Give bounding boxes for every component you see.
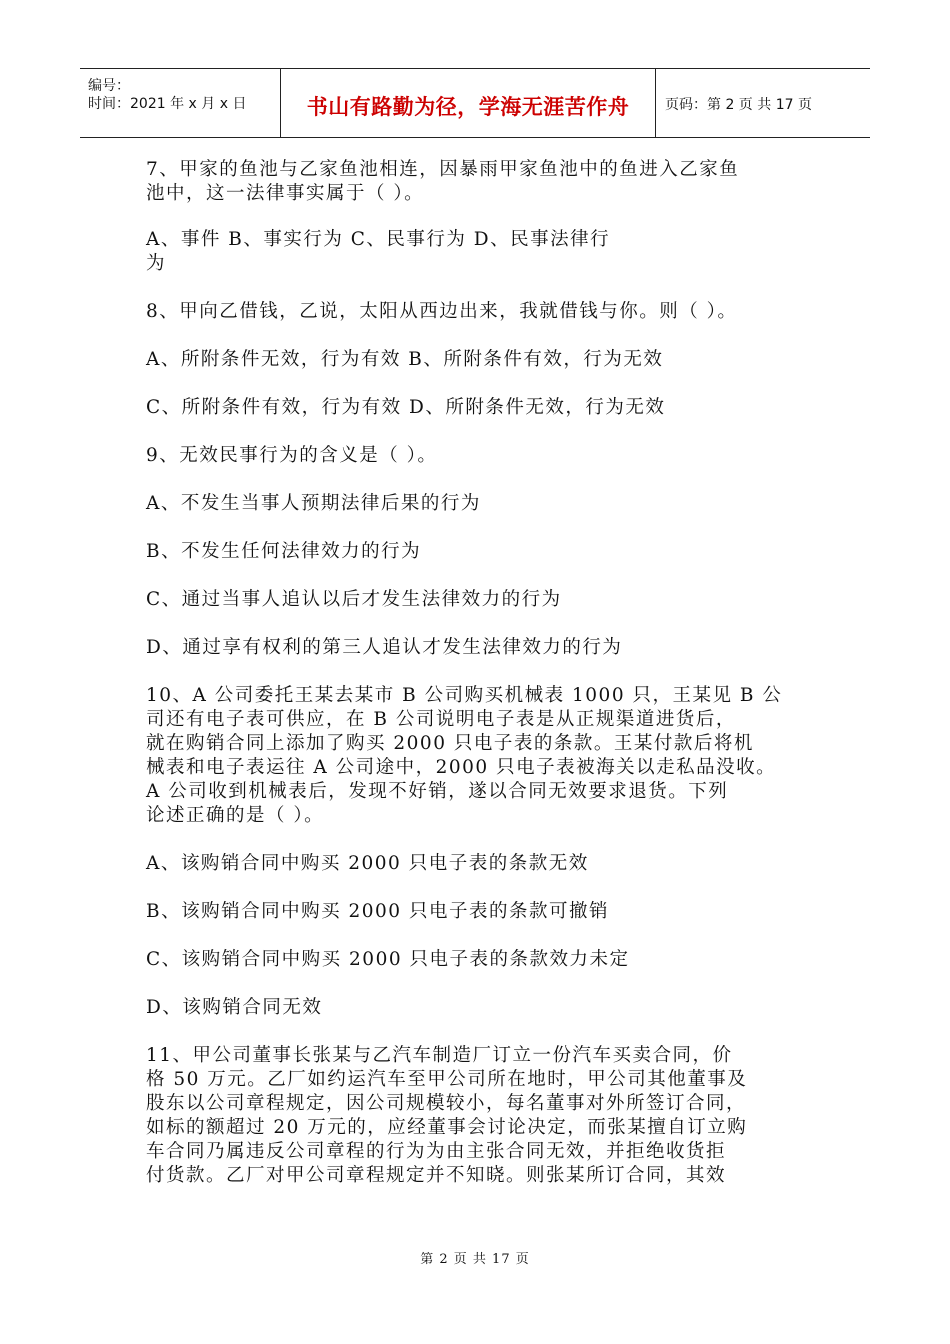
text-line: 8、甲向乙借钱，乙说，太阳从西边出来，我就借钱与你。则（ ）。 — [146, 301, 738, 322]
question-block — [146, 996, 808, 1020]
text-line: 就在购销合同上添加了购买 2000 只电子表的条款。王某付款后将机 — [146, 733, 754, 754]
text-line: 7、甲家的鱼池与乙家鱼池相连，因暴雨甲家鱼池中的鱼进入乙家鱼 — [146, 159, 740, 180]
text-line: 付货款。乙厂对甲公司章程规定并不知晓。则张某所订合同，其效 — [146, 1165, 727, 1186]
text-line: C、该购销合同中购买 2000 只电子表的条款效力未定 — [146, 949, 630, 970]
text-line: 论述正确的是（ ）。 — [146, 805, 325, 826]
text-line: 车合同乃属违反公司章程的行为为由主张合同无效，并拒绝收货拒 — [146, 1141, 727, 1162]
text-line: 10、A 公司委托王某去某市 B 公司购买机械表 1000 只，王某见 B 公 — [146, 685, 783, 706]
text-line: A、不发生当事人预期法律后果的行为 — [146, 493, 481, 514]
text-line: 股东以公司章程规定，因公司规模较小，每名董事对外所签订合同， — [146, 1093, 747, 1114]
text-line: B、该购销合同中购买 2000 只电子表的条款可撤销 — [146, 901, 609, 922]
document-time-label: 时间：2021 年 x 月 x 日 — [88, 96, 247, 112]
question-block — [146, 492, 808, 516]
question-block — [146, 900, 808, 924]
document-number-label: 编号： — [88, 78, 130, 94]
question-block — [146, 588, 808, 612]
page-footer: 第 2 页 共 17 页 — [420, 1252, 530, 1267]
text-line: 11、甲公司董事长张某与乙汽车制造厂订立一份汽车买卖合同，价 — [146, 1045, 733, 1066]
text-line: 格 50 万元。乙厂如约运汽车至甲公司所在地时，甲公司其他董事及 — [146, 1069, 748, 1090]
header-motto-cell — [280, 69, 656, 137]
question-block — [146, 396, 808, 420]
document-body — [146, 158, 808, 1188]
text-line: 池中，这一法律事实属于（ ）。 — [146, 183, 425, 204]
text-line: D、通过享有权利的第三人追认才发生法律效力的行为 — [146, 637, 623, 658]
text-line: C、通过当事人追认以后才发生法律效力的行为 — [146, 589, 562, 610]
page-header — [80, 68, 870, 138]
text-line: A、该购销合同中购买 2000 只电子表的条款无效 — [146, 853, 589, 874]
question-block — [146, 1044, 808, 1188]
question-block — [146, 852, 808, 876]
header-page-cell — [655, 69, 870, 137]
text-line: D、该购销合同无效 — [146, 997, 323, 1018]
text-line: A、事件 B、事实行为 C、民事行为 D、民事法律行 — [146, 229, 611, 250]
header-page-number: 页码：第 2 页 共 17 页 — [665, 97, 812, 113]
question-block — [146, 948, 808, 972]
question-block — [146, 300, 808, 324]
question-block — [146, 158, 808, 206]
text-line: 9、无效民事行为的含义是（ ）。 — [146, 445, 438, 466]
question-block — [146, 540, 808, 564]
question-block — [146, 348, 808, 372]
header-info-cell — [80, 69, 280, 137]
text-line: 如标的额超过 20 万元的，应经董事会讨论决定，而张某擅自订立购 — [146, 1117, 748, 1138]
text-line: A、所附条件无效，行为有效 B、所附条件有效，行为无效 — [146, 349, 664, 370]
text-line: A 公司收到机械表后，发现不好销，遂以合同无效要求退货。下列 — [146, 781, 729, 802]
question-block — [146, 228, 808, 276]
motto-text: 书山有路勤为径，学海无涯苦作舟 — [306, 95, 630, 119]
question-block — [146, 444, 808, 468]
text-line: B、不发生任何法律效力的行为 — [146, 541, 422, 562]
text-line: 为 — [146, 253, 167, 274]
question-block — [146, 636, 808, 660]
text-line: 司还有电子表可供应，在 B 公司说明电子表是从正规渠道进货后， — [146, 709, 736, 730]
question-block — [146, 684, 808, 828]
text-line: C、所附条件有效，行为有效 D、所附条件无效，行为无效 — [146, 397, 666, 418]
text-line: 械表和电子表运往 A 公司途中，2000 只电子表被海关以走私品没收。 — [146, 757, 777, 778]
